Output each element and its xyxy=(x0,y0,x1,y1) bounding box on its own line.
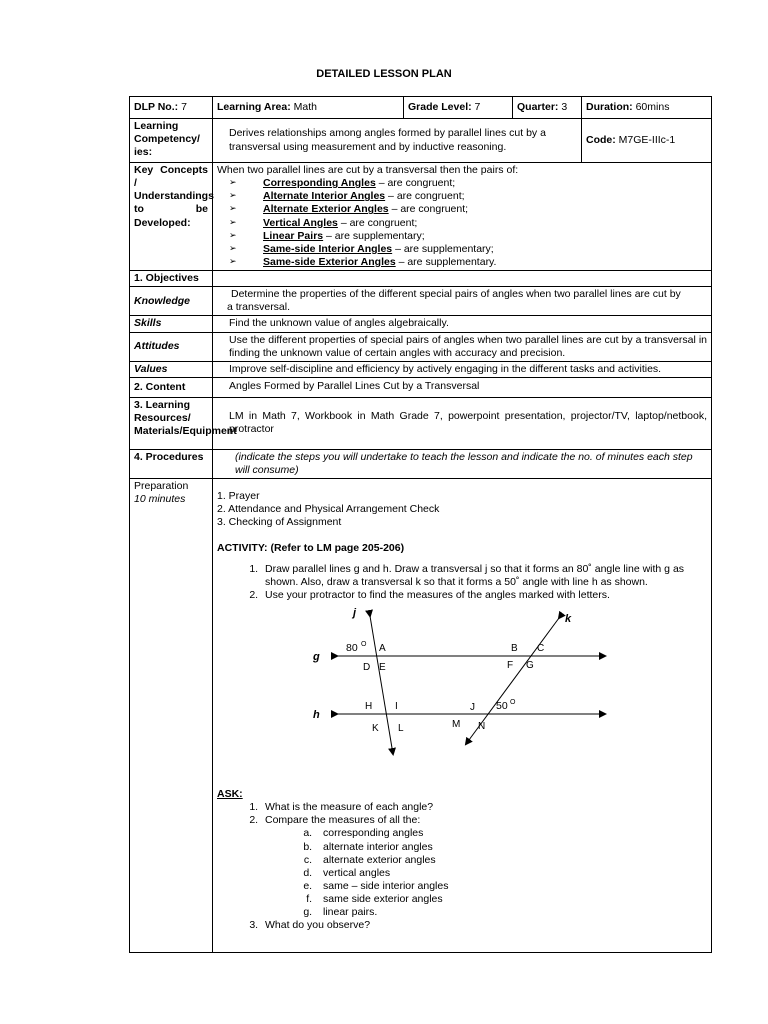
procedures-label: 4. Procedures xyxy=(130,449,213,478)
activity-heading: ACTIVITY: (Refer to LM page 205-206) xyxy=(217,541,405,554)
key-concept-desc: – are congruent; xyxy=(388,203,469,216)
ask-questions xyxy=(217,801,707,932)
angle-letter-h: H xyxy=(365,701,373,712)
grade-level-cell xyxy=(404,97,513,119)
code-label: Code: xyxy=(586,133,616,146)
quarter-label: Quarter: xyxy=(517,100,559,113)
key-concept-term: Corresponding Angles xyxy=(263,177,376,190)
procedures-note: (indicate the steps you will undertake to teach the lesson and indicate the no. of minutes each step will consume) xyxy=(213,449,712,478)
angle-letter-d: D xyxy=(363,662,371,673)
dlp-value: 7 xyxy=(181,100,187,113)
key-concept-term: Same-side Exterior Angles xyxy=(263,255,396,268)
duration-label: Duration: xyxy=(586,100,633,113)
ask-sub-d: d. vertical angles xyxy=(315,867,707,880)
angle-letter-l: L xyxy=(398,723,404,734)
ask-sub-a: a. corresponding angles xyxy=(315,827,707,840)
angle-letter-j: J xyxy=(470,702,475,713)
resources-text: LM in Math 7, Workbook in Math Grade 7, powerpoint presentation, projector/TV, laptop/netbook, protractor xyxy=(213,397,712,449)
dlp-label: DLP No.: xyxy=(134,100,179,113)
knowledge-text xyxy=(213,287,712,316)
preparation-cell xyxy=(130,479,213,953)
prep-step-3: 3. Checking of Assignment xyxy=(217,516,342,529)
ask-sub-list xyxy=(265,827,707,919)
resources-label: 3. Learning Resources/ Materials/Equipment xyxy=(130,397,213,449)
code-cell xyxy=(582,119,712,163)
ask-question-2-text: Compare the measures of all the: xyxy=(265,814,421,827)
label-k: k xyxy=(565,613,572,625)
key-concept-desc: – are supplementary; xyxy=(392,242,494,255)
competency-label: Learning Competency/ ies: xyxy=(130,119,213,163)
key-concepts-label: Key Concepts / Understandings to be Developed: xyxy=(130,163,213,271)
values-text: Improve self-discipline and efficiency by actively engaging in the different tasks and activities. xyxy=(213,361,712,377)
key-concept-term: Same-side Interior Angles xyxy=(263,242,393,255)
objectives-empty-cell xyxy=(213,271,712,287)
duration-value: 60mins xyxy=(635,100,670,113)
angle-letter-c: C xyxy=(537,643,545,654)
angle-80-degree: O xyxy=(361,641,367,648)
angle-80-value: 80 xyxy=(346,642,358,654)
key-concepts-cell xyxy=(213,163,712,271)
ask-heading: ASK: xyxy=(217,788,243,800)
arrow-bullet-icon: ➢ xyxy=(229,190,237,201)
arrow-bullet-icon: ➢ xyxy=(229,177,237,188)
ask-question-1: 1. What is the measure of each angle? xyxy=(261,801,707,814)
learning-area-cell xyxy=(213,97,404,119)
angle-letter-a: A xyxy=(379,643,386,654)
content-label: 2. Content xyxy=(130,377,213,397)
key-concept-item xyxy=(217,217,707,230)
angle-letter-k: K xyxy=(372,723,379,734)
key-concept-item xyxy=(217,190,707,203)
label-h: h xyxy=(313,709,320,721)
ask-question-2 xyxy=(261,814,707,919)
arrow-bullet-icon: ➢ xyxy=(229,203,237,214)
grade-level-label: Grade Level: xyxy=(408,100,472,113)
ask-sub-e: e. same – side interior angles xyxy=(315,880,707,893)
angle-50-degree: O xyxy=(510,699,516,706)
quarter-cell xyxy=(513,97,582,119)
code-value: M7GE-IIIc-1 xyxy=(618,133,676,146)
angle-letter-b: B xyxy=(511,643,518,654)
knowledge-line-1: Determine the properties of the different special pairs of angles when two parallel lines are cut by xyxy=(231,288,681,301)
key-concept-item xyxy=(217,256,707,269)
key-concept-desc: – are supplementary. xyxy=(395,255,497,268)
objectives-label: 1. Objectives xyxy=(130,271,213,287)
key-concepts-intro: When two parallel lines are cut by a transversal then the pairs of: xyxy=(217,164,519,176)
duration-cell xyxy=(582,97,712,119)
ask-sub-b: b. alternate interior angles xyxy=(315,841,707,854)
attitudes-text: Use the different properties of special pairs of angles when two parallel lines are cut by a transversal in finding the unknown value of certain angles with accuracy and precision. xyxy=(213,332,712,361)
angle-letter-f: F xyxy=(507,660,514,671)
values-label: Values xyxy=(130,361,213,377)
activity-step-1: 1. Draw parallel lines g and h. Draw a transversal j so that it forms an 80˚ angle line with g as shown. Also, draw a transversal k so that it forms a 50˚ angle with line h as shown. xyxy=(261,563,707,589)
activity-step-2: 2. Use your protractor to find the measures of the angles marked with letters. xyxy=(261,589,707,602)
parallel-lines-diagram xyxy=(313,608,713,778)
skills-label: Skills xyxy=(130,316,213,332)
activity-steps xyxy=(217,563,707,602)
key-concept-term: Alternate Interior Angles xyxy=(263,190,386,203)
label-g: g xyxy=(313,651,320,663)
competency-text-content: Derives relationships among angles formed by parallel lines cut by a transversal using measurement and by inductive reasoning. xyxy=(229,127,546,153)
arrow-bullet-icon: ➢ xyxy=(229,242,237,253)
key-concept-item xyxy=(217,230,707,243)
key-concept-term: Linear Pairs xyxy=(263,229,324,242)
learning-area-label: Learning Area: xyxy=(217,100,291,113)
ask-sub-c: c. alternate exterior angles xyxy=(315,854,707,867)
key-concept-term: Alternate Exterior Angles xyxy=(263,203,389,216)
knowledge-line-2: a transversal. xyxy=(227,301,291,314)
lesson-plan-table xyxy=(129,96,712,953)
learning-area-value: Math xyxy=(293,100,317,113)
key-concepts-list xyxy=(217,177,707,269)
key-concept-item xyxy=(217,177,707,190)
quarter-value: 3 xyxy=(561,100,568,113)
dlp-cell xyxy=(130,97,213,119)
document-title: DETAILED LESSON PLAN xyxy=(316,68,452,80)
grade-level-value: 7 xyxy=(474,100,481,113)
key-concept-term: Vertical Angles xyxy=(263,216,338,229)
key-concept-desc: – are congruent; xyxy=(375,177,456,190)
angle-50-value: 50 xyxy=(496,700,508,712)
attitudes-label: Attitudes xyxy=(130,332,213,361)
label-j: j xyxy=(353,608,357,619)
angle-letter-m: M xyxy=(452,719,461,730)
angle-letter-e: E xyxy=(379,662,386,673)
arrow-bullet-icon: ➢ xyxy=(229,229,237,240)
preparation-content xyxy=(213,479,712,953)
arrow-bullet-icon: ➢ xyxy=(229,216,237,227)
ask-sub-g: g. linear pairs. xyxy=(315,906,707,919)
key-concept-item xyxy=(217,203,707,216)
knowledge-label: Knowledge xyxy=(130,287,213,316)
angle-letter-n: N xyxy=(478,721,486,732)
skills-text: Find the unknown value of angles algebraically. xyxy=(213,316,712,332)
ask-question-3: 3. What do you observe? xyxy=(261,919,707,932)
arrow-bullet-icon: ➢ xyxy=(229,255,237,266)
preparation-time: 10 minutes xyxy=(134,493,186,506)
angle-letter-g: G xyxy=(526,660,534,671)
prep-step-1: 1. Prayer xyxy=(217,490,260,503)
key-concept-item xyxy=(217,243,707,256)
preparation-label: Preparation xyxy=(134,480,189,493)
key-concept-desc: – are congruent; xyxy=(337,216,418,229)
key-concept-desc: – are supplementary; xyxy=(323,229,425,242)
prep-step-2: 2. Attendance and Physical Arrangement Check xyxy=(217,503,440,516)
content-text: Angles Formed by Parallel Lines Cut by a Transversal xyxy=(213,377,712,397)
key-concept-desc: – are congruent; xyxy=(385,190,465,203)
ask-sub-f: f. same side exterior angles xyxy=(315,893,707,906)
angle-letter-i: I xyxy=(395,701,398,712)
competency-text xyxy=(213,119,582,163)
